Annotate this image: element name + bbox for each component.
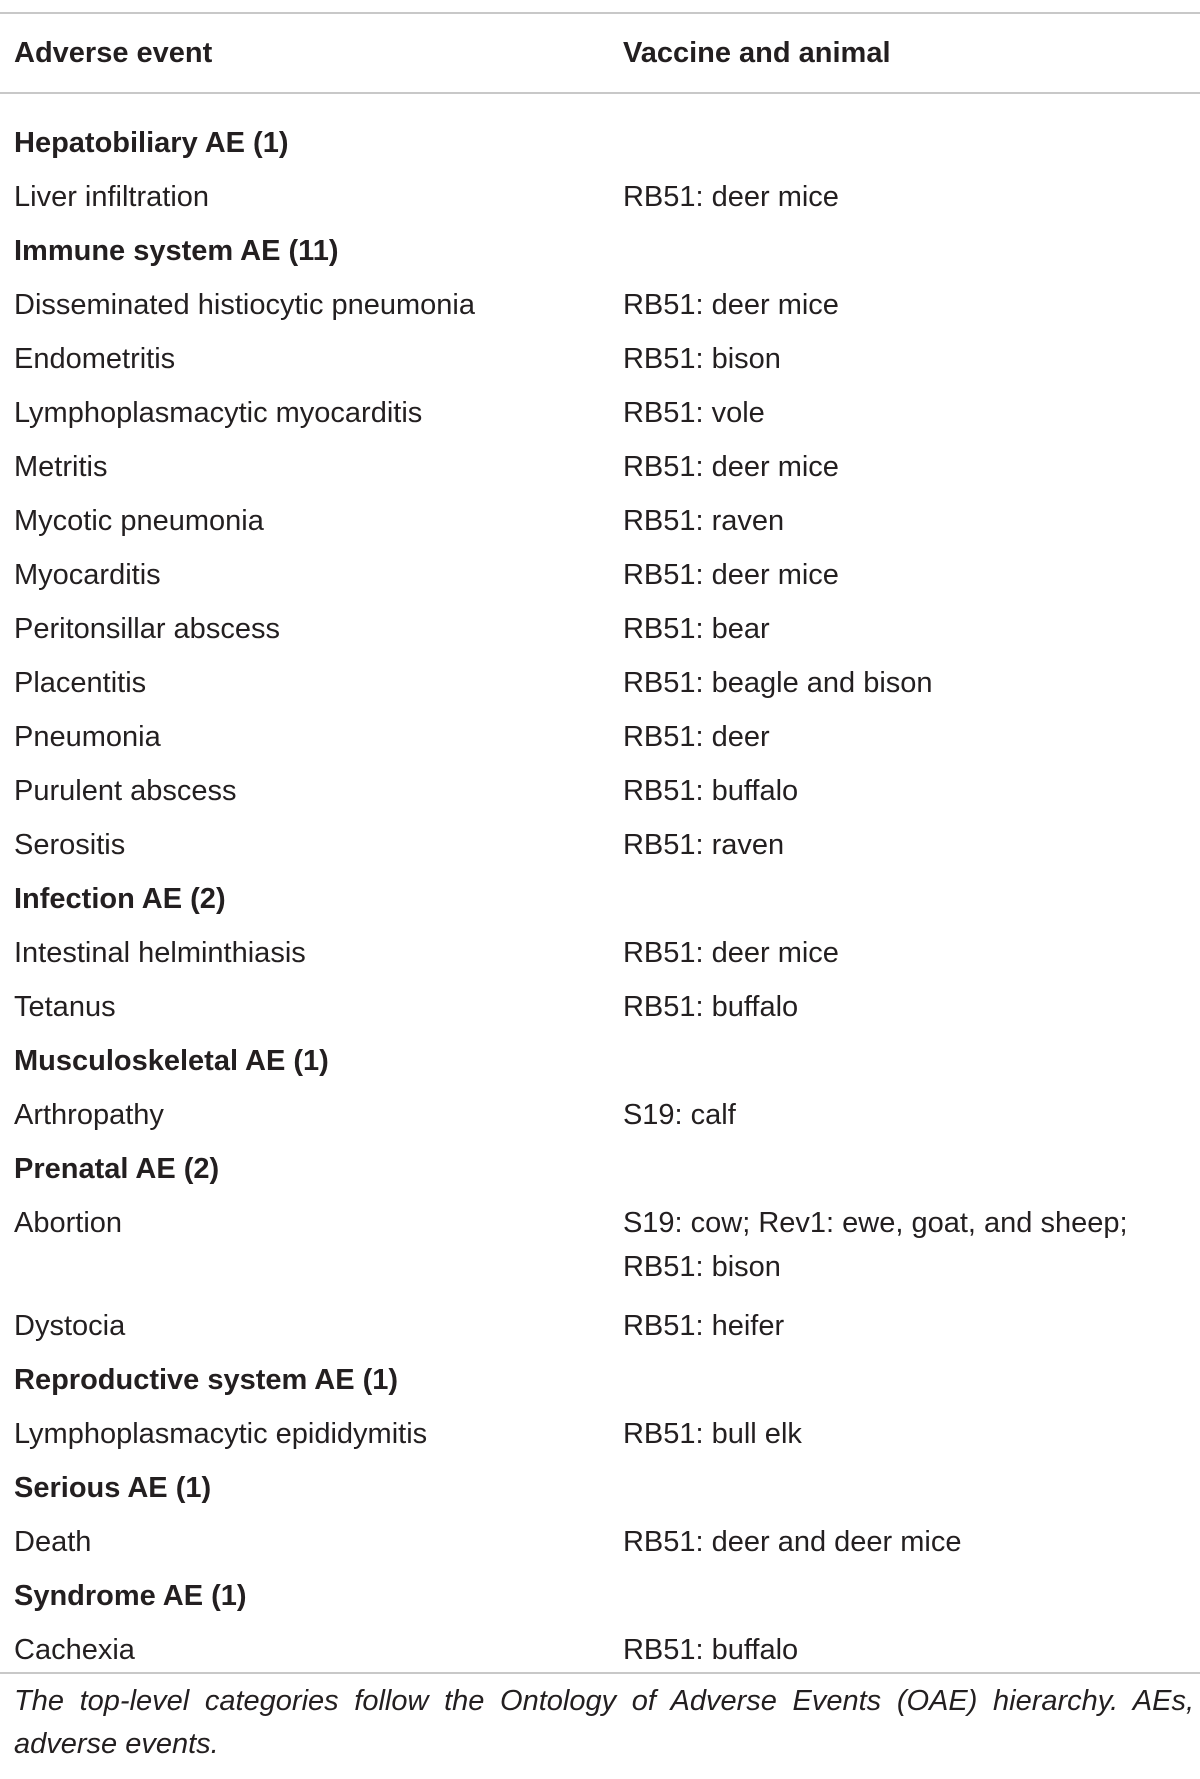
vaccine-animal-cell [623,1034,1200,1088]
vaccine-animal-cell: RB51: buffalo [622,775,799,807]
header-vaccine-and-animal: Vaccine and animal [622,37,891,69]
vaccine-animal-cell [623,1353,1200,1407]
vaccine-animal-cell [623,224,1200,278]
table-row [0,980,1200,1034]
table-spacer [0,96,1200,116]
vaccine-animal-cell: RB51: deer and deer mice [622,1526,962,1558]
category-row [0,224,1200,278]
vaccine-animal-cell: RB51: deer mice [622,451,839,483]
table-row [0,332,1200,386]
vaccine-animal-cell: RB51: buffalo [622,991,799,1023]
table-row [0,170,1200,224]
table-row [0,926,1200,980]
table-row [0,1299,1200,1353]
category-label: Infection AE (2) [14,883,226,915]
adverse-event-cell: Placentitis [14,667,147,699]
table-row [0,494,1200,548]
category-row [0,1353,1200,1407]
vaccine-animal-cell [623,1461,1200,1515]
adverse-event-cell: Abortion [14,1207,123,1239]
vaccine-animal-cell: RB51: buffalo [622,1634,799,1666]
table-row [0,818,1200,872]
adverse-event-cell: Intestinal helminthiasis [14,937,306,969]
vaccine-animal-cell: RB51: deer mice [622,937,839,969]
category-row [0,1034,1200,1088]
vaccine-animal-cell [623,116,1200,170]
vaccine-animal-cell [623,1569,1200,1623]
adverse-event-cell: Disseminated histiocytic pneumonia [14,289,475,321]
bottom-rule [0,1672,1200,1674]
category-label: Musculoskeletal AE (1) [14,1045,329,1077]
table-row [0,602,1200,656]
category-label: Prenatal AE (2) [14,1153,220,1185]
adverse-event-cell: Purulent abscess [14,775,237,807]
category-row [0,872,1200,926]
category-row [0,116,1200,170]
vaccine-animal-cell: S19: cow; Rev1: ewe, goat, and sheep; RB51: bison [622,1207,1128,1283]
adverse-event-cell: Lymphoplasmacytic epididymitis [14,1418,428,1450]
adverse-event-cell: Peritonsillar abscess [14,613,280,645]
category-label: Immune system AE (11) [14,235,339,267]
table-row [0,1623,1200,1677]
table-row [0,764,1200,818]
adverse-event-cell: Cachexia [14,1634,135,1666]
category-label: Syndrome AE (1) [14,1580,247,1612]
adverse-event-cell: Serositis [14,829,126,861]
vaccine-animal-cell: RB51: heifer [622,1310,785,1342]
adverse-event-cell: Pneumonia [14,721,161,753]
vaccine-animal-cell: RB51: beagle and bison [622,667,933,699]
adverse-event-cell: Endometritis [14,343,176,375]
table-row [0,278,1200,332]
adverse-event-cell: Dystocia [14,1310,126,1342]
category-row [0,1461,1200,1515]
adverse-event-cell: Liver infiltration [14,181,210,213]
vaccine-animal-cell: RB51: bison [622,343,781,375]
vaccine-animal-cell: RB51: deer [622,721,770,753]
vaccine-animal-cell: RB51: bear [622,613,770,645]
vaccine-animal-cell: RB51: deer mice [622,289,839,321]
adverse-events-table [0,14,1200,1677]
adverse-event-cell: Arthropathy [14,1099,164,1131]
table-body [0,96,1200,1677]
adverse-event-cell: Lymphoplasmacytic myocarditis [14,397,423,429]
adverse-event-cell: Metritis [14,451,108,483]
table-row [0,656,1200,710]
table-row [0,1196,1200,1299]
table-row [0,440,1200,494]
adverse-event-cell: Tetanus [14,991,116,1023]
table-row [0,1515,1200,1569]
category-row [0,1142,1200,1196]
table-row [0,386,1200,440]
vaccine-animal-cell: RB51: raven [622,829,785,861]
vaccine-animal-cell: S19: calf [622,1099,736,1131]
table-row [0,1407,1200,1461]
category-label: Reproductive system AE (1) [14,1364,399,1396]
table-row [0,710,1200,764]
adverse-event-cell: Mycotic pneumonia [14,505,264,537]
category-row [0,1569,1200,1623]
vaccine-animal-cell: RB51: deer mice [622,559,839,591]
vaccine-animal-cell: RB51: bull elk [622,1418,802,1450]
header-adverse-event: Adverse event [14,37,213,69]
category-label: Hepatobiliary AE (1) [14,127,289,159]
adverse-event-cell: Death [14,1526,92,1558]
vaccine-animal-cell [623,1142,1200,1196]
category-label: Serious AE (1) [14,1472,212,1504]
vaccine-animal-cell: RB51: deer mice [622,181,839,213]
vaccine-animal-cell: RB51: raven [622,505,785,537]
table-row [0,548,1200,602]
table-footnote: The top-level categories follow the Ontology of Adverse Events (OAE) hierarchy. AEs, adverse events. [14,1685,1194,1760]
vaccine-animal-cell: RB51: vole [622,397,765,429]
adverse-event-cell: Myocarditis [14,559,161,591]
table-row [0,1088,1200,1142]
table-header-row [0,14,1200,96]
vaccine-animal-cell [623,872,1200,926]
